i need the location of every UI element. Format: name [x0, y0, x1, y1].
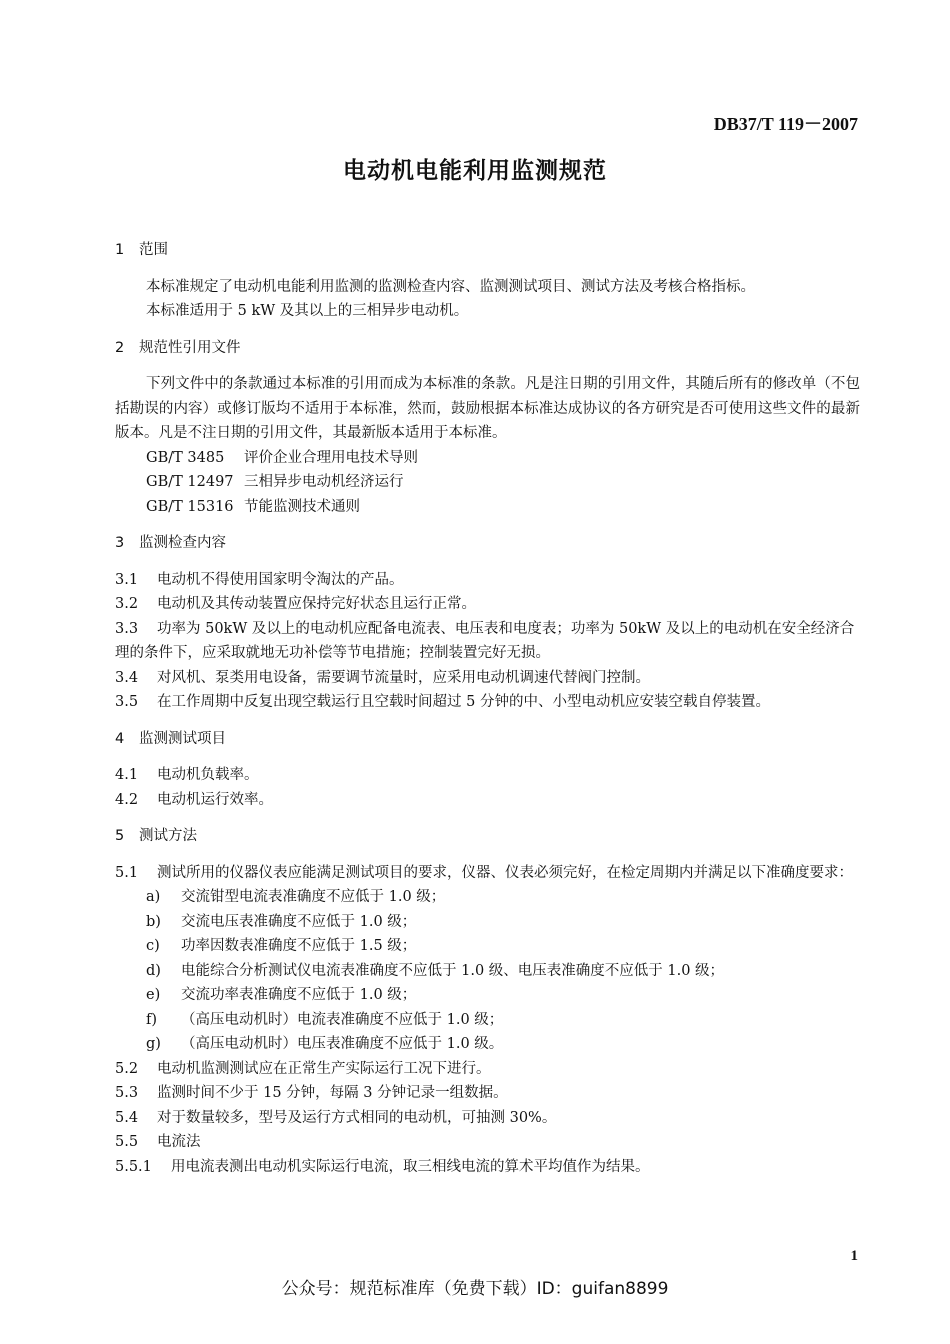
clause-text: 对于数量较多，型号及运行方式相同的电动机，可抽测 30%。 [157, 1109, 557, 1126]
list-marker: f) [146, 1011, 158, 1028]
clause [115, 592, 860, 617]
clause-text: 电流法 [157, 1134, 201, 1150]
list-text: （高压电动机时）电流表准确度不应低于 1.0 级； [181, 1011, 504, 1028]
section-number: 1 [115, 242, 125, 258]
list-item [146, 934, 860, 959]
clause [115, 1130, 860, 1155]
section-number: 4 [115, 730, 125, 747]
clause-number: 5.2 [115, 1060, 139, 1077]
section-heading-5 [115, 824, 860, 849]
section-number: 2 [115, 339, 125, 356]
reference-code: GB/T 12497 [146, 474, 234, 490]
clause-number: 4.2 [115, 791, 139, 808]
section-title: 测试方法 [139, 828, 197, 844]
list-marker: c) [146, 938, 160, 954]
clause [115, 788, 860, 813]
section-title: 监测检查内容 [139, 535, 226, 551]
page-number: 1 [850, 1248, 858, 1264]
footer-watermark: 公众号：规范标准库（免费下载）ID：guifan8899 [281, 1279, 669, 1299]
clause-number: 3.5 [115, 694, 139, 710]
section-title: 范围 [139, 242, 168, 258]
standard-code: DB37/T 119－2007 [713, 114, 858, 134]
section-heading-2 [115, 336, 860, 361]
clause-text: 在工作周期中反复出现空载运行且空载时间超过 5 分钟的中、小型电动机应安装空载自停装置。 [157, 694, 770, 710]
clause [115, 1106, 860, 1131]
clause-number: 4.1 [115, 767, 139, 783]
section-heading-1 [115, 238, 860, 263]
clause-text: 功率为 50kW 及以上的电动机应配备电流表、电压表和电度表；功率为 50kW 及以上的电动机在安全经济合理的条件下，应采取就地无功补偿等节电措施；控制装置完好无损。 [115, 620, 855, 661]
clause-text: 用电流表测出电动机实际运行电流，取三相线电流的算术平均值作为结果。 [171, 1158, 650, 1175]
list-item [146, 885, 860, 910]
list-text: 电能综合分析测试仪电流表准确度不应低于 1.0 级、电压表准确度不应低于 1.0 级； [181, 962, 725, 979]
clause [115, 690, 860, 715]
list-item [146, 1008, 860, 1033]
clause [115, 861, 860, 886]
list-marker: b) [146, 913, 161, 930]
list-item [146, 959, 860, 984]
clause-number: 5.3 [115, 1085, 139, 1101]
clause [115, 617, 860, 666]
reference-title: 评价企业合理用电技术导则 [244, 449, 418, 466]
list-marker: a) [146, 889, 161, 905]
reference-title: 三相异步电动机经济运行 [244, 474, 404, 490]
list-marker: g) [146, 1036, 161, 1052]
reference-item [146, 470, 860, 495]
section-number: 5 [115, 828, 125, 844]
clause [115, 666, 860, 691]
list-text: 交流电压表准确度不应低于 1.0 级； [181, 913, 417, 930]
section-number: 3 [115, 535, 125, 551]
reference-title: 节能监测技术通则 [244, 498, 360, 515]
document-body [115, 238, 860, 1179]
document-title: 电动机电能利用监测规范 [343, 158, 607, 184]
reference-item [146, 446, 860, 471]
clause-number: 3.2 [115, 596, 139, 612]
clause-text: 电动机监测测试应在正常生产实际运行工况下进行。 [157, 1060, 491, 1077]
clause-text: 测试所用的仪器仪表应能满足测试项目的要求，仪器、仪表必须完好，在检定周期内并满足以下准确度要求： [157, 864, 853, 881]
clause [115, 568, 860, 593]
list-item [146, 910, 860, 935]
clause-text: 监测时间不少于 15 分钟，每隔 3 分钟记录一组数据。 [157, 1085, 508, 1101]
clause-number: 5.1 [115, 864, 139, 881]
clause-number: 5.4 [115, 1109, 139, 1126]
list-text: 功率因数表准确度不应低于 1.5 级； [181, 938, 417, 954]
paragraph: 本标准适用于 5 kW 及其以上的三相异步电动机。 [146, 303, 469, 319]
clause-text: 电动机负载率。 [157, 767, 259, 783]
list-item [146, 1032, 860, 1057]
clause-number: 3.3 [115, 620, 139, 637]
reference-code: GB/T 15316 [146, 498, 234, 515]
clause-text: 对风机、泵类用电设备，需要调节流量时，应采用电动机调速代替阀门控制。 [157, 669, 650, 686]
reference-item [146, 495, 860, 520]
clause-number: 3.4 [115, 669, 139, 686]
section-heading-3 [115, 531, 860, 556]
paragraph: 下列文件中的条款通过本标准的引用而成为本标准的条款。凡是注日期的引用文件，其随后所有的修改单（不包括勘误的内容）或修订版均不适用于本标准，然而，鼓励根据本标准达成协议的各方研究是否可使用这些文件的最新版本。凡是不注日期的引用文件，其最新版本适用于本标准。 [115, 376, 860, 441]
clause [115, 1081, 860, 1106]
section-heading-4 [115, 727, 860, 752]
list-marker: e) [146, 987, 161, 1003]
clause-text: 电动机及其传动装置应保持完好状态且运行正常。 [157, 596, 476, 612]
clause-number: 5.5.1 [115, 1158, 152, 1175]
list-text: 交流钳型电流表准确度不应低于 1.0 级； [181, 889, 446, 905]
section-title: 规范性引用文件 [139, 339, 241, 356]
list-text: （高压电动机时）电压表准确度不应低于 1.0 级。 [181, 1036, 504, 1052]
list-text: 交流功率表准确度不应低于 1.0 级； [181, 987, 417, 1003]
clause-number: 5.5 [115, 1134, 139, 1150]
clause [115, 1057, 860, 1082]
clause [115, 1155, 860, 1180]
clause-number: 3.1 [115, 571, 139, 588]
paragraph: 本标准规定了电动机电能利用监测的监测检查内容、监测测试项目、测试方法及考核合格指标。 [146, 278, 755, 295]
list-item [146, 983, 860, 1008]
clause-text: 电动机运行效率。 [157, 791, 273, 808]
reference-code: GB/T 3485 [146, 449, 225, 466]
list-marker: d) [146, 962, 161, 979]
clause [115, 763, 860, 788]
section-title: 监测测试项目 [139, 730, 226, 747]
clause-text: 电动机不得使用国家明令淘汰的产品。 [157, 571, 404, 588]
